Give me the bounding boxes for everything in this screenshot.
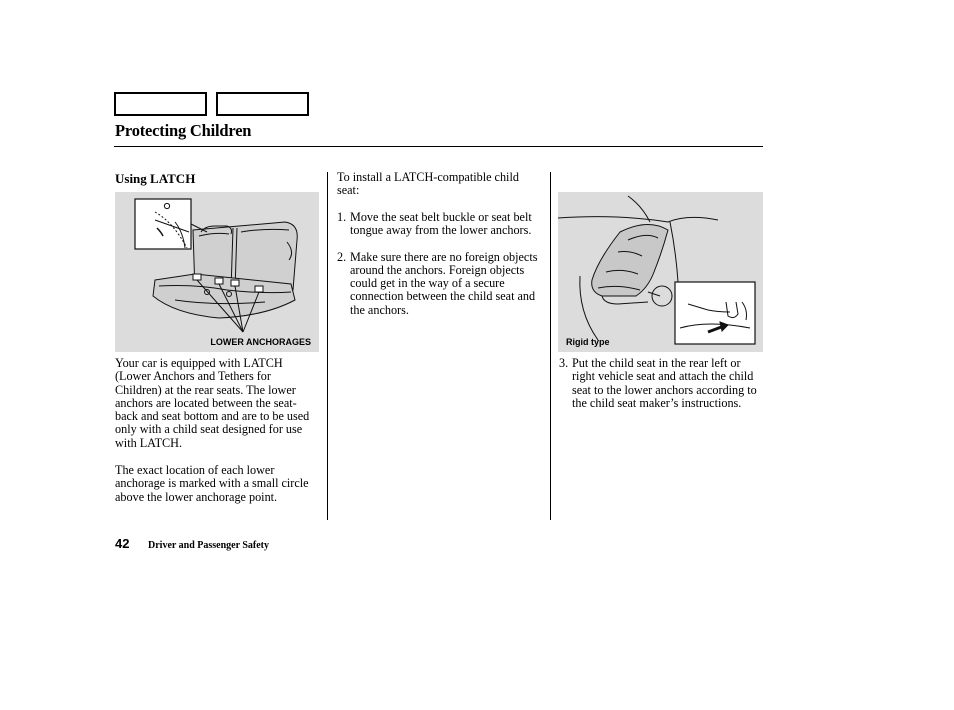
latch-description: Your car is equipped with LATCH (Lower Anchors and Tethers for Children) at the rear seats. The lower anchors are located between the seat-back and seat bottom and are to be used only with a child seat designed for use with LATCH. [115, 356, 310, 450]
step-text: Move the seat belt buckle or seat belt tongue away from the lower anchors. [350, 210, 532, 238]
figure-caption: LOWER ANCHORAGES [210, 337, 311, 347]
column-divider-2 [550, 172, 551, 520]
step-number: 3. [559, 356, 569, 370]
section-heading: Using LATCH [115, 171, 196, 186]
figure-caption: Rigid type [566, 337, 610, 347]
list-item [337, 251, 542, 317]
nav-tab-box-2[interactable] [216, 92, 309, 116]
anchorage-location-note: The exact location of each lower anchorage is marked with a small circle above the lower anchorage point. [115, 463, 309, 504]
step-text: Make sure there are no foreign objects around the anchors. Foreign objects could get in the way of a secure connection between the child seat and the anchors. [350, 249, 538, 317]
rear-seat-illustration [115, 192, 319, 352]
step-text: Put the child seat in the rear left or right vehicle seat and attach the child seat to the lower anchors according to the child seat maker’s instructions. [572, 356, 757, 410]
install-steps-continued [559, 357, 764, 423]
install-steps-list [337, 211, 542, 330]
list-item [559, 357, 764, 410]
column-divider-1 [327, 172, 328, 520]
step-number: 2. [337, 249, 347, 264]
page-title: Protecting Children [115, 121, 252, 140]
child-seat-illustration [558, 192, 763, 352]
title-divider [114, 146, 763, 147]
footer-section-label: Driver and Passenger Safety [148, 540, 270, 551]
install-intro: To install a LATCH-compatible child seat: [337, 170, 519, 198]
list-item [337, 211, 542, 238]
nav-tab-box-1[interactable] [114, 92, 207, 116]
step-number: 1. [337, 210, 347, 224]
rigid-type-figure [558, 192, 763, 352]
lower-anchorages-figure [115, 192, 319, 352]
page-number: 42 [115, 536, 130, 551]
